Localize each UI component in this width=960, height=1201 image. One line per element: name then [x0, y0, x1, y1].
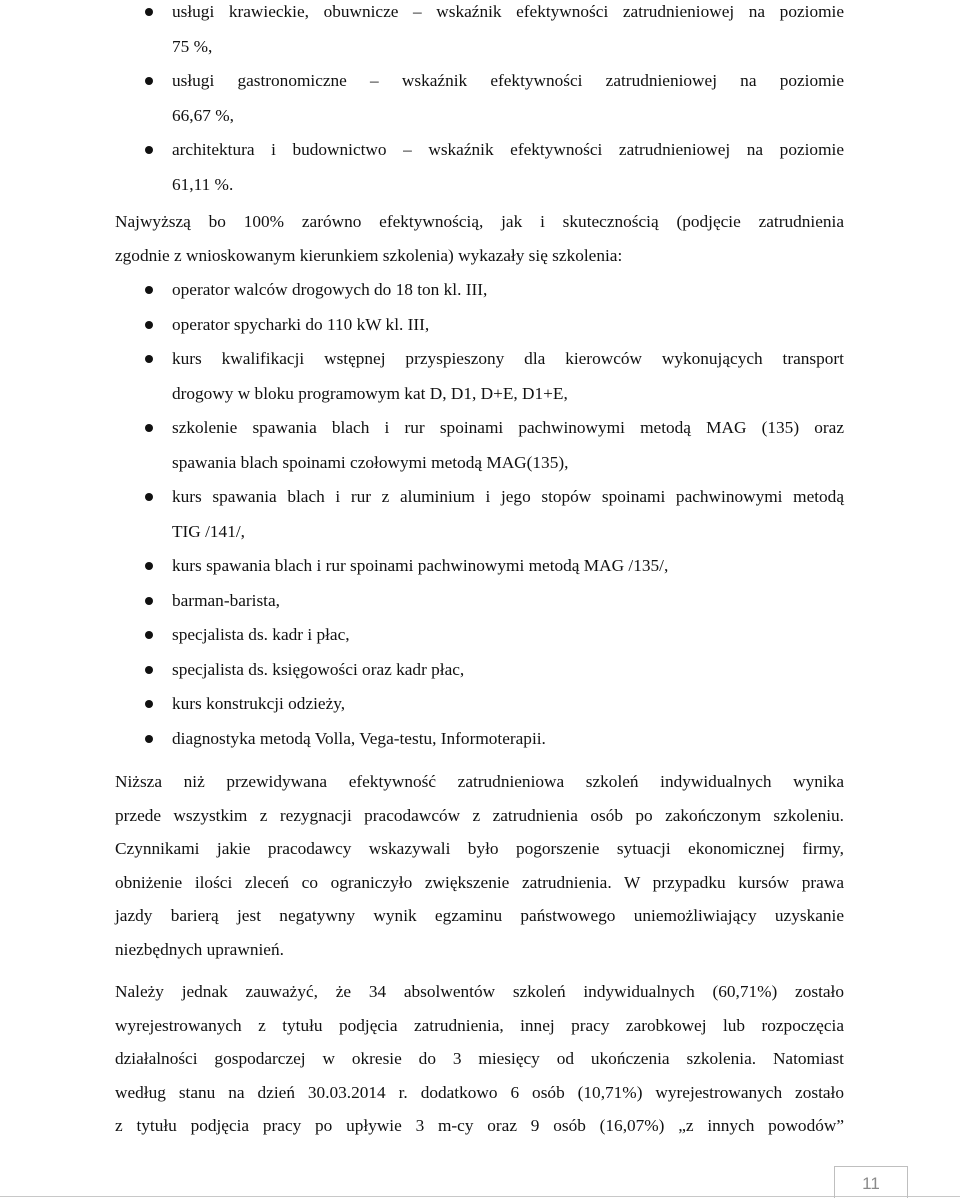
list-item [172, 0, 844, 64]
paragraph-line: z tytułu podjęcia pracy po upływie 3 m-cy oraz 9 osób (16,07%) „z innych powodów” [115, 1116, 844, 1135]
list-item-line: 61,11 %. [172, 174, 234, 194]
paragraph-line: Niższa niż przewidywana efektywność zatrudnieniowa szkoleń indywidualnych wynika [115, 772, 844, 791]
list-item [172, 342, 844, 411]
bullet-icon [145, 493, 153, 501]
paragraph-line: obniżenie ilości zleceń co ograniczyło zwiększenie zatrudnienia. W przypadku kursów prawa [115, 872, 844, 892]
page-number: 11 [834, 1166, 908, 1198]
list-item-line: operator spycharki do 110 kW kl. III, [172, 314, 430, 334]
list-item [172, 722, 844, 757]
list-item-line: 66,67 %, [172, 105, 234, 125]
list-item-line: spawania blach spoinami czołowymi metodą MAG(135), [172, 452, 569, 472]
paragraph-line: niezbędnych uprawnień. [115, 939, 284, 959]
list-item-line: usługi krawieckie, obuwnicze – wskaźnik efektywności zatrudnieniowej na poziomie [172, 2, 844, 21]
list-item-line: TIG /141/, [172, 521, 245, 541]
list-item-line: kurs kwalifikacji wstępnej przyspieszony dla kierowców wykonujących transport [172, 349, 844, 368]
footer-divider [0, 1196, 960, 1197]
list-item-line: kurs spawania blach i rur z aluminium i jego stopów spoinami pachwinowymi metodą [172, 487, 844, 506]
list-item-line: kurs spawania blach i rur spoinami pachwinowymi metodą MAG /135/, [172, 556, 669, 575]
list-item [172, 584, 844, 619]
paragraph-line: przede wszystkim z rezygnacji pracodawców z zatrudnienia osób po zakończonym szkoleniu. [115, 805, 844, 825]
list-item [172, 549, 844, 584]
bullet-icon [145, 631, 153, 639]
bullet-icon [145, 666, 153, 674]
paragraph-line: jazdy barierą jest negatywny wynik egzaminu państwowego uniemożliwiający uzyskanie [115, 906, 844, 925]
bullet-icon [145, 286, 153, 294]
bullet-icon [145, 355, 153, 363]
list-item [172, 618, 844, 653]
list-item [172, 687, 844, 722]
list-item-line: specjalista ds. kadr i płac, [172, 625, 350, 644]
paragraph-line: Czynnikami jakie pracodawcy wskazywali było pogorszenie sytuacji ekonomicznej firmy, [115, 839, 844, 858]
paragraph-lower-efficiency [115, 765, 844, 966]
list-item-line: specjalista ds. księgowości oraz kadr płac, [172, 659, 465, 679]
paragraph-line: wyrejestrowanych z tytułu podjęcia zatrudnienia, innej pracy zarobkowej lub rozpoczęcia [115, 1015, 844, 1035]
paragraph-line: Najwyższą bo 100% zarówno efektywnością, jak i skutecznością (podjęcie zatrudnienia [115, 212, 844, 231]
paragraph-line: Należy jednak zauważyć, że 34 absolwentów szkoleń indywidualnych (60,71%) zostało [115, 982, 844, 1001]
bullet-icon [145, 77, 153, 85]
list-item [172, 273, 844, 308]
list-item-line: szkolenie spawania blach i rur spoinami pachwinowymi metodą MAG (135) oraz [172, 418, 844, 437]
list-item [172, 653, 844, 688]
list-item-line: 75 %, [172, 36, 213, 56]
bullet-list-trainings [172, 273, 844, 756]
list-item [172, 308, 844, 343]
list-item [172, 480, 844, 549]
bullet-icon [145, 424, 153, 432]
list-item-line: barman-barista, [172, 590, 280, 610]
list-item [172, 133, 844, 202]
bullet-list-sector-efficiency [172, 0, 844, 202]
paragraph-highest-efficiency [115, 205, 844, 272]
list-item-line: kurs konstrukcji odzieży, [172, 694, 346, 713]
bullet-icon [145, 562, 153, 570]
paragraph-deregistered-graduates [115, 975, 844, 1143]
bullet-icon [145, 8, 153, 16]
list-item-line: diagnostyka metodą Volla, Vega-testu, Informoterapii. [172, 728, 546, 748]
paragraph-line: zgodnie z wnioskowanym kierunkiem szkolenia) wykazały się szkolenia: [115, 245, 623, 265]
paragraph-line: działalności gospodarczej w okresie do 3 miesięcy od ukończenia szkolenia. Natomiast [115, 1049, 844, 1068]
bullet-icon [145, 597, 153, 605]
list-item-line: architektura i budownictwo – wskaźnik efektywności zatrudnieniowej na poziomie [172, 140, 844, 159]
list-item [172, 64, 844, 133]
list-item-line: usługi gastronomiczne – wskaźnik efektywności zatrudnieniowej na poziomie [172, 71, 844, 90]
list-item-line: drogowy w bloku programowym kat D, D1, D+E, D1+E, [172, 383, 568, 403]
paragraph-line: według stanu na dzień 30.03.2014 r. dodatkowo 6 osób (10,71%) wyrejestrowanych zostało [115, 1082, 844, 1102]
list-item [172, 411, 844, 480]
bullet-icon [145, 700, 153, 708]
bullet-icon [145, 146, 153, 154]
bullet-icon [145, 735, 153, 743]
list-item-line: operator walców drogowych do 18 ton kl. III, [172, 280, 488, 299]
bullet-icon [145, 321, 153, 329]
